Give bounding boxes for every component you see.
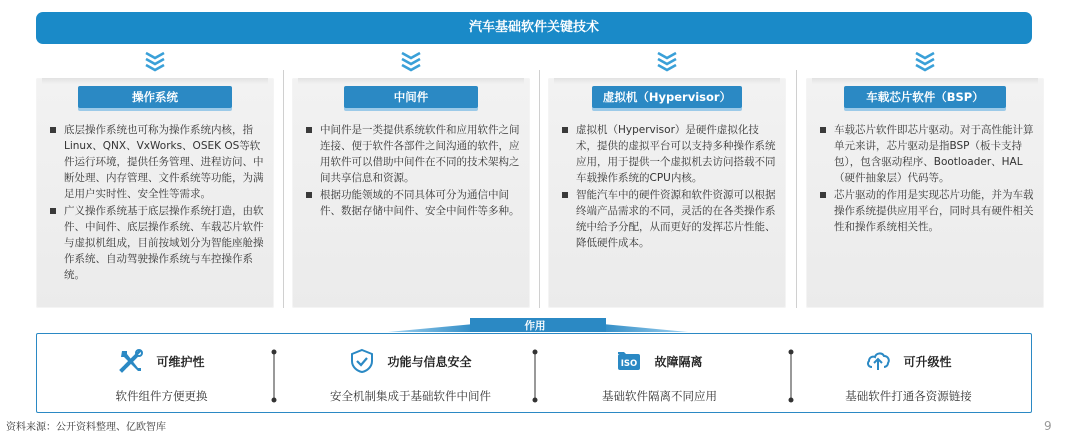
benefit-divider (269, 348, 279, 404)
hypervisor-bullets (560, 122, 776, 252)
column-hypervisor (548, 50, 786, 249)
bullet: 中间件是一类提供系统软件和应用软件之间连接、便于软件各部件之间沟通的软件，应用软件可以借助中间件在不同的技术架构之间共享信息和资源。 (304, 122, 520, 186)
bsp-bullets (818, 122, 1034, 236)
usage-label: 作用 (524, 320, 546, 332)
shield-check-icon (349, 348, 375, 374)
benefit-title: 故障隔离 (654, 354, 703, 369)
hypervisor-tag: 虚拟机（Hypervisor） (592, 86, 742, 108)
benefit-title: 功能与信息安全 (387, 354, 472, 369)
column-os (36, 50, 274, 281)
bullet: 车载芯片软件即芯片驱动。对于高性能计算单元来讲，芯片驱动是指BSP（板卡支持包），包含驱动程序、Bootloader、HAL（硬件抽象层）代码等。 (818, 122, 1034, 186)
benefit-divider (786, 348, 796, 404)
column-divider (539, 70, 540, 308)
bullet: 芯片驱动的作用是实现芯片功能，并为车载操作系统提供应用平台，同时具有硬件相关性和操作系统相关性。 (818, 187, 1034, 235)
bullet: 广义操作系统基于底层操作系统打造，由软件、中间件、底层操作系统、车载芯片软件与虚拟机组成，目前按域划分为智能座舱操作系统、自动驾驶操作系统与车控操作系统。 (48, 203, 264, 283)
middleware-tag: 中间件 (344, 86, 478, 108)
benefit-desc: 软件组件方便更换 (115, 389, 208, 403)
chevron-down-icon (655, 50, 679, 72)
benefit-maintainability (37, 334, 286, 414)
middleware-card (292, 78, 530, 308)
bullet: 智能汽车中的硬件资源和软件资源可以根据终端产品需求的不同，灵活的在各类操作系统中给予分配，从而更好的发挥芯片性能、降低硬件成本。 (560, 187, 776, 251)
benefit-divider (530, 348, 540, 404)
os-bullets (48, 122, 264, 284)
chevron-down-icon (143, 50, 167, 72)
benefit-upgradeability (784, 334, 1033, 414)
source-note: 资料来源：公开资料整理、亿欧智库 (6, 422, 166, 433)
chevron-down-icon (399, 50, 423, 72)
bsp-card (806, 78, 1044, 308)
column-bsp (806, 50, 1044, 233)
chevron-down-icon (913, 50, 937, 72)
benefit-title: 可升级性 (903, 354, 952, 369)
benefit-title: 可维护性 (156, 354, 205, 369)
cloud-upload-icon (865, 348, 891, 374)
column-divider (796, 70, 797, 308)
os-tag: 操作系统 (78, 86, 232, 108)
bullet: 根据功能领域的不同具体可分为通信中间件、数据存储中间件、安全中间件等多种。 (304, 187, 520, 219)
benefit-desc: 基础软件隔离不同应用 (602, 389, 717, 403)
benefit-fault-isolation (535, 334, 784, 414)
benefit-safety (286, 334, 535, 414)
os-card (36, 78, 274, 308)
bullet: 虚拟机（Hypervisor）是硬件虚拟化技术，提供的虚拟平台可以支持多种操作系统应用，用于提供一个虚拟机去访问搭载不同车载操作系统的CPU内核。 (560, 122, 776, 186)
benefit-desc: 基础软件打通各资源链接 (845, 389, 972, 403)
tools-icon (118, 348, 144, 374)
bullet: 底层操作系统也可称为操作系统内核，指Linux、QNX、VxWorks、OSEK OS等软件运行环境，提供任务管理、进程访问、中断处理、内存管理、文件系统等功能，为满足用户实时性、安全性等需求。 (48, 122, 264, 202)
page-number: 9 (1044, 419, 1052, 433)
iso-icon (616, 348, 642, 374)
bsp-tag: 车载芯片软件（BSP） (844, 86, 1006, 108)
column-divider (283, 70, 284, 308)
benefits-panel (36, 333, 1032, 413)
hypervisor-card (548, 78, 786, 308)
column-middleware (292, 50, 530, 217)
diagram-title: 汽车基础软件关键技术 (36, 12, 1032, 44)
middleware-bullets (304, 122, 520, 220)
svg-text:ISO: ISO (621, 359, 638, 369)
benefit-desc: 安全机制集成于基础软件中间件 (330, 389, 491, 403)
